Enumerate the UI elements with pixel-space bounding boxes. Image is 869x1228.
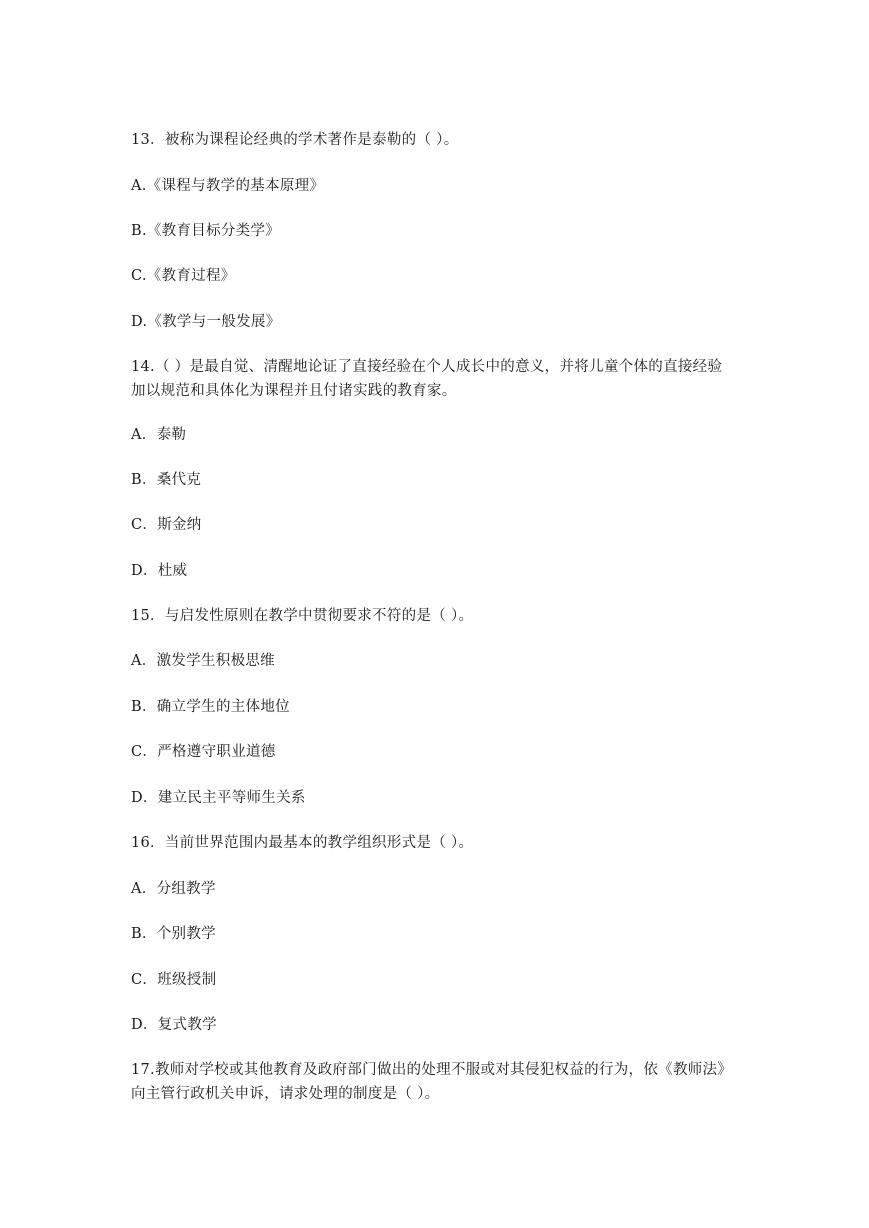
question-14-option-b: B．桑代克 <box>131 472 202 488</box>
question-15-option-d: D．建立民主平等师生关系 <box>131 790 306 806</box>
question-16-option-d: D．复式教学 <box>131 1017 217 1033</box>
question-13-stem: 13．被称为课程论经典的学术著作是泰勒的（ ）。 <box>131 132 459 148</box>
question-14-option-d: D．杜威 <box>131 563 188 579</box>
question-14-stem-line-1: 14.（ ）是最自觉、清醒地论证了直接经验在个人成长中的意义，并将儿童个体的直接经验 <box>131 359 723 375</box>
question-16-option-b: B．个别教学 <box>131 926 216 942</box>
question-14-option-c: C．斯金纳 <box>131 517 202 533</box>
question-14-stem-line-2: 加以规范和具体化为课程并且付诸实践的教育家。 <box>131 383 457 399</box>
question-17-stem-line-2: 向主管行政机关申诉，请求处理的制度是（ ）。 <box>131 1086 440 1102</box>
question-16-option-c: C．班级授制 <box>131 972 217 988</box>
question-15-option-b: B．确立学生的主体地位 <box>131 699 290 715</box>
question-17-stem-line-1: 17.教师对学校或其他教育及政府部门做出的处理不服或对其侵犯权益的行为，依《教师法》 <box>131 1062 733 1078</box>
question-14-option-a: A．泰勒 <box>131 427 187 443</box>
question-13-option-c: C.《教育过程》 <box>131 268 236 284</box>
question-15-option-c: C．严格遵守职业道德 <box>131 744 276 760</box>
question-13-option-a: A.《课程与教学的基本原理》 <box>131 178 325 194</box>
question-16-option-a: A．分组教学 <box>131 881 216 897</box>
question-16-stem: 16．当前世界范围内最基本的教学组织形式是（ ）。 <box>131 835 474 851</box>
question-13-option-d: D.《教学与一般发展》 <box>131 314 281 330</box>
question-13-option-b: B.《教育目标分类学》 <box>131 223 281 239</box>
question-15-stem: 15．与启发性原则在教学中贯彻要求不符的是（ ）。 <box>131 608 474 624</box>
question-15-option-a: A．激发学生积极思维 <box>131 653 275 669</box>
